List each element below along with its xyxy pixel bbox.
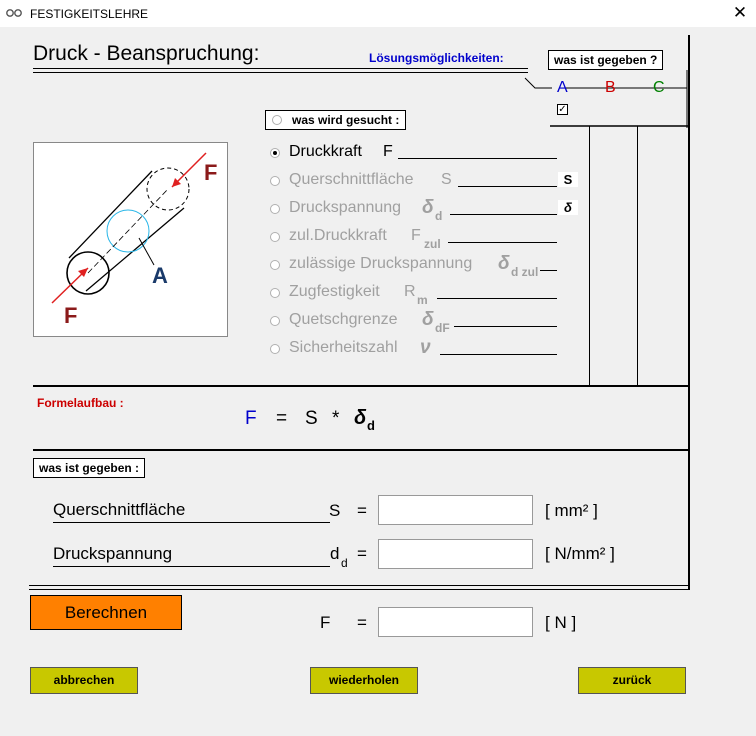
- formula-lhs: F: [245, 408, 257, 429]
- search-option-badge: δ: [558, 200, 578, 215]
- search-option-underline: [437, 298, 557, 299]
- search-option-underline: [454, 326, 557, 327]
- search-group-label[interactable]: [265, 110, 406, 130]
- search-option-underline: [398, 158, 557, 159]
- result-unit: [ N ]: [545, 613, 577, 632]
- search-option-radio[interactable]: [270, 232, 280, 242]
- formula-eq: =: [276, 408, 288, 429]
- formula-label: Formelaufbau :: [37, 396, 124, 410]
- search-option-underline: [440, 354, 557, 355]
- close-icon[interactable]: ✕: [732, 3, 748, 22]
- repeat-button[interactable]: wiederholen: [310, 667, 418, 694]
- search-option-subscript: dF: [435, 321, 450, 335]
- given-field-symbol: S: [329, 501, 341, 520]
- solutions-label: Lösungsmöglichkeiten:: [369, 51, 504, 65]
- search-option-radio[interactable]: [270, 344, 280, 354]
- force-label-top: F: [204, 160, 218, 185]
- column-c[interactable]: C: [653, 79, 665, 96]
- area-label: A: [152, 263, 168, 288]
- search-option-underline: [540, 270, 557, 271]
- result-symbol: F: [320, 613, 331, 632]
- given-field-unit: [ mm² ]: [545, 501, 598, 520]
- search-group-radio[interactable]: [272, 115, 282, 125]
- search-option-badge: S: [558, 172, 578, 187]
- force-label-bottom: F: [64, 303, 78, 328]
- window-title: FESTIGKEITSLEHRE: [30, 7, 149, 21]
- search-option-symbol: δ: [422, 309, 434, 330]
- search-option-symbol: F: [383, 143, 393, 160]
- search-option-subscript: zul: [424, 237, 441, 251]
- divider: [33, 68, 528, 69]
- column-b[interactable]: B: [605, 79, 616, 96]
- search-option-label: Quetschgrenze: [289, 311, 398, 328]
- page-title: Druck - Beanspruchung:: [33, 42, 260, 65]
- search-option-label: Druckkraft: [289, 143, 362, 160]
- cross-section-input[interactable]: [378, 495, 533, 525]
- given-field-unit: [ N/mm² ]: [545, 544, 615, 563]
- section-divider: [33, 385, 690, 387]
- formula-op: *: [332, 408, 340, 429]
- back-button[interactable]: zurück: [578, 667, 686, 694]
- underline: [53, 566, 330, 567]
- search-option-label: zulässige Druckspannung: [289, 255, 473, 272]
- column-a[interactable]: A: [557, 79, 568, 96]
- cylinder-diagram: [33, 142, 228, 337]
- formula-term1: S: [305, 408, 318, 429]
- column-divider: [589, 126, 590, 386]
- search-option-symbol: δ: [498, 253, 510, 274]
- search-option-label: zul.Druckkraft: [289, 227, 387, 244]
- search-option-radio[interactable]: [270, 204, 280, 214]
- stress-input[interactable]: [378, 539, 533, 569]
- given-label: was ist gegeben :: [33, 458, 145, 478]
- search-option-radio[interactable]: [270, 288, 280, 298]
- given-field-eq: =: [357, 501, 367, 520]
- search-option-label: Zugfestigkeit: [289, 283, 380, 300]
- result-output[interactable]: [378, 607, 533, 637]
- formula-term2-sub: d: [367, 418, 375, 433]
- search-option-subscript: m: [417, 293, 428, 307]
- cancel-button[interactable]: abbrechen: [30, 667, 138, 694]
- search-option-symbol: S: [441, 171, 452, 188]
- search-option-radio[interactable]: [270, 316, 280, 326]
- given-field-name: Querschnittfläche: [53, 500, 186, 519]
- underline: [53, 522, 330, 523]
- given-box-label: was ist gegeben ?: [548, 50, 663, 70]
- search-option-underline: [448, 242, 557, 243]
- column-a-checkbox[interactable]: ✓: [558, 104, 567, 115]
- search-option-symbol: δ: [422, 197, 434, 218]
- section-divider: [33, 449, 690, 451]
- search-option-symbol: ν: [420, 337, 431, 358]
- app-icon: [6, 8, 22, 18]
- search-option-radio[interactable]: [270, 260, 280, 270]
- given-field-sub: d: [341, 556, 348, 570]
- section-divider: [29, 589, 690, 590]
- search-option-subscript: d: [435, 209, 443, 223]
- cylinder-drawing: [34, 143, 227, 336]
- search-option-label: Druckspannung: [289, 199, 402, 216]
- search-option-subscript: d zul: [511, 265, 539, 279]
- section-divider: [29, 585, 690, 586]
- search-option-underline: [458, 186, 557, 187]
- search-option-radio[interactable]: [270, 176, 280, 186]
- given-field-name: Druckspannung: [53, 544, 173, 563]
- search-option-symbol: R: [404, 283, 416, 300]
- column-divider: [637, 126, 638, 386]
- given-field-eq: =: [357, 544, 367, 563]
- formula-term2: δ: [354, 407, 367, 429]
- search-option-label: Querschnittfläche: [289, 171, 414, 188]
- result-eq: =: [357, 613, 367, 632]
- search-label-text: was wird gesucht :: [292, 113, 400, 127]
- divider: [33, 72, 528, 73]
- search-option-label: Sicherheitszahl: [289, 339, 398, 356]
- search-option-symbol: F: [411, 227, 421, 244]
- search-option-radio[interactable]: [270, 148, 280, 158]
- search-option-underline: [450, 214, 557, 215]
- given-field-symbol: d: [330, 544, 340, 563]
- calculate-button[interactable]: Berechnen: [30, 595, 182, 630]
